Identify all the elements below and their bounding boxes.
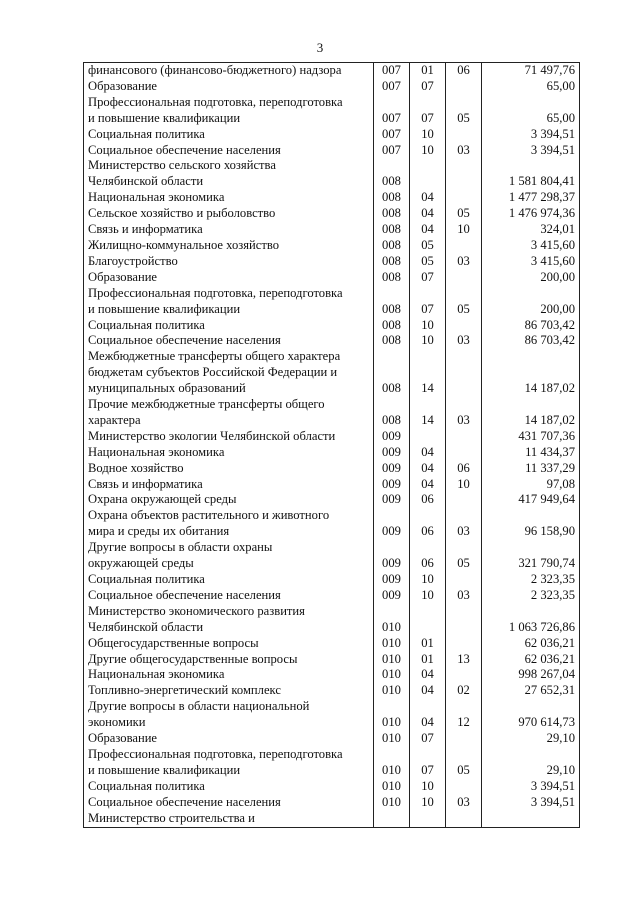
row-section-cell: 01	[410, 652, 446, 668]
row-subsection-cell: 10	[446, 477, 482, 493]
row-ved-cell: 009	[374, 556, 410, 572]
row-ved-cell: 010	[374, 779, 410, 795]
table-row	[84, 588, 580, 604]
row-ved-cell: 008	[374, 333, 410, 349]
row-section-cell	[410, 620, 446, 636]
row-subsection-cell: 12	[446, 715, 482, 731]
table-row	[84, 699, 580, 715]
row-ved-cell	[374, 699, 410, 715]
table-row	[84, 95, 580, 111]
row-ved-cell: 007	[374, 63, 410, 79]
row-sum-cell	[482, 365, 580, 381]
table-row	[84, 461, 580, 477]
table-row	[84, 63, 580, 79]
row-subsection-cell	[446, 620, 482, 636]
table-row	[84, 683, 580, 699]
row-subsection-cell: 05	[446, 556, 482, 572]
row-subsection-cell	[446, 572, 482, 588]
row-ved-cell	[374, 158, 410, 174]
row-ved-cell: 008	[374, 302, 410, 318]
row-sum-cell: 3 394,51	[482, 143, 580, 159]
row-name-cell: Топливно-энергетический комплекс	[84, 683, 374, 699]
table-row	[84, 333, 580, 349]
row-subsection-cell: 03	[446, 588, 482, 604]
row-name-cell: Межбюджетные трансферты общего характера	[84, 349, 374, 365]
row-name-cell: и повышение квалификации	[84, 302, 374, 318]
row-ved-cell: 008	[374, 174, 410, 190]
row-section-cell: 10	[410, 143, 446, 159]
row-sum-cell: 3 394,51	[482, 795, 580, 811]
row-ved-cell: 010	[374, 763, 410, 779]
table-row	[84, 270, 580, 286]
row-section-cell: 10	[410, 318, 446, 334]
row-name-cell: Министерство экономического развития	[84, 604, 374, 620]
row-sum-cell: 324,01	[482, 222, 580, 238]
row-sum-cell: 321 790,74	[482, 556, 580, 572]
table-row	[84, 143, 580, 159]
row-subsection-cell	[446, 318, 482, 334]
row-ved-cell: 008	[374, 413, 410, 429]
row-name-cell: характера	[84, 413, 374, 429]
row-name-cell: Социальное обеспечение населения	[84, 143, 374, 159]
row-section-cell	[410, 699, 446, 715]
row-name-cell: Социальная политика	[84, 127, 374, 143]
row-name-cell: Водное хозяйство	[84, 461, 374, 477]
row-sum-cell: 86 703,42	[482, 333, 580, 349]
row-section-cell: 04	[410, 667, 446, 683]
row-subsection-cell	[446, 699, 482, 715]
row-ved-cell: 010	[374, 731, 410, 747]
row-name-cell: Национальная экономика	[84, 445, 374, 461]
row-sum-cell: 1 477 298,37	[482, 190, 580, 206]
row-sum-cell: 65,00	[482, 111, 580, 127]
row-section-cell: 04	[410, 477, 446, 493]
table-row	[84, 349, 580, 365]
row-subsection-cell	[446, 381, 482, 397]
table-row	[84, 429, 580, 445]
table-row	[84, 652, 580, 668]
row-name-cell: экономики	[84, 715, 374, 731]
row-section-cell: 05	[410, 238, 446, 254]
row-section-cell: 04	[410, 222, 446, 238]
row-sum-cell: 29,10	[482, 731, 580, 747]
row-subsection-cell	[446, 349, 482, 365]
row-subsection-cell: 03	[446, 143, 482, 159]
table-row	[84, 492, 580, 508]
row-ved-cell: 009	[374, 445, 410, 461]
row-name-cell: Общегосударственные вопросы	[84, 636, 374, 652]
row-subsection-cell	[446, 397, 482, 413]
table-row	[84, 413, 580, 429]
row-name-cell: Другие общегосударственные вопросы	[84, 652, 374, 668]
row-subsection-cell	[446, 270, 482, 286]
row-name-cell: Образование	[84, 79, 374, 95]
row-name-cell: Социальная политика	[84, 572, 374, 588]
row-ved-cell: 010	[374, 683, 410, 699]
row-sum-cell: 3 394,51	[482, 779, 580, 795]
row-section-cell: 04	[410, 461, 446, 477]
row-sum-cell	[482, 158, 580, 174]
row-name-cell: Другие вопросы в области охраны	[84, 540, 374, 556]
row-section-cell: 07	[410, 79, 446, 95]
row-name-cell: Национальная экономика	[84, 667, 374, 683]
row-sum-cell: 3 415,60	[482, 254, 580, 270]
row-sum-cell: 62 036,21	[482, 636, 580, 652]
row-subsection-cell: 03	[446, 795, 482, 811]
row-ved-cell: 008	[374, 222, 410, 238]
row-section-cell: 07	[410, 270, 446, 286]
row-name-cell: Другие вопросы в области национальной	[84, 699, 374, 715]
row-subsection-cell	[446, 667, 482, 683]
row-name-cell: Челябинской области	[84, 174, 374, 190]
row-sum-cell: 1 063 726,86	[482, 620, 580, 636]
row-section-cell	[410, 349, 446, 365]
row-name-cell: Министерство экологии Челябинской области	[84, 429, 374, 445]
table-row	[84, 302, 580, 318]
row-sum-cell	[482, 540, 580, 556]
row-sum-cell: 2 323,35	[482, 572, 580, 588]
row-name-cell: Социальное обеспечение населения	[84, 588, 374, 604]
table-row	[84, 79, 580, 95]
row-sum-cell: 200,00	[482, 302, 580, 318]
table-row	[84, 731, 580, 747]
row-ved-cell: 010	[374, 795, 410, 811]
table-row	[84, 524, 580, 540]
row-sum-cell: 998 267,04	[482, 667, 580, 683]
row-sum-cell: 65,00	[482, 79, 580, 95]
row-sum-cell: 62 036,21	[482, 652, 580, 668]
row-ved-cell: 010	[374, 652, 410, 668]
row-ved-cell	[374, 508, 410, 524]
row-subsection-cell: 02	[446, 683, 482, 699]
row-sum-cell	[482, 811, 580, 827]
table-row	[84, 222, 580, 238]
row-ved-cell: 009	[374, 477, 410, 493]
row-name-cell: Социальная политика	[84, 779, 374, 795]
table-row	[84, 381, 580, 397]
row-subsection-cell	[446, 79, 482, 95]
row-sum-cell	[482, 397, 580, 413]
row-section-cell: 04	[410, 683, 446, 699]
row-section-cell: 10	[410, 795, 446, 811]
row-ved-cell	[374, 540, 410, 556]
table-row	[84, 604, 580, 620]
row-ved-cell: 007	[374, 79, 410, 95]
row-subsection-cell	[446, 811, 482, 827]
row-section-cell	[410, 174, 446, 190]
row-ved-cell	[374, 349, 410, 365]
table-row	[84, 318, 580, 334]
row-ved-cell: 010	[374, 715, 410, 731]
row-section-cell	[410, 811, 446, 827]
table-row	[84, 365, 580, 381]
row-sum-cell	[482, 508, 580, 524]
table-row	[84, 397, 580, 413]
row-sum-cell: 27 652,31	[482, 683, 580, 699]
row-sum-cell: 29,10	[482, 763, 580, 779]
row-name-cell: Жилищно-коммунальное хозяйство	[84, 238, 374, 254]
row-ved-cell	[374, 95, 410, 111]
row-name-cell: Министерство сельского хозяйства	[84, 158, 374, 174]
row-section-cell: 10	[410, 333, 446, 349]
row-name-cell: Социальное обеспечение населения	[84, 795, 374, 811]
row-subsection-cell	[446, 508, 482, 524]
row-section-cell: 14	[410, 413, 446, 429]
row-sum-cell: 96 158,90	[482, 524, 580, 540]
table-row	[84, 445, 580, 461]
row-name-cell: Профессиональная подготовка, переподготовка	[84, 286, 374, 302]
row-section-cell: 04	[410, 715, 446, 731]
row-section-cell: 06	[410, 492, 446, 508]
row-name-cell: Социальное обеспечение населения	[84, 333, 374, 349]
page-number: 3	[316, 40, 324, 55]
row-ved-cell: 008	[374, 254, 410, 270]
row-name-cell: бюджетам субъектов Российской Федерации и	[84, 365, 374, 381]
row-ved-cell: 008	[374, 381, 410, 397]
row-name-cell: и повышение квалификации	[84, 111, 374, 127]
row-subsection-cell	[446, 190, 482, 206]
row-subsection-cell	[446, 127, 482, 143]
row-sum-cell: 71 497,76	[482, 63, 580, 79]
row-ved-cell: 009	[374, 429, 410, 445]
row-name-cell: Связь и информатика	[84, 222, 374, 238]
row-sum-cell	[482, 286, 580, 302]
row-subsection-cell	[446, 747, 482, 763]
row-section-cell: 06	[410, 556, 446, 572]
row-section-cell	[410, 365, 446, 381]
row-sum-cell: 3 415,60	[482, 238, 580, 254]
table-row	[84, 795, 580, 811]
row-section-cell: 10	[410, 588, 446, 604]
row-ved-cell: 010	[374, 620, 410, 636]
row-section-cell: 04	[410, 206, 446, 222]
table-row	[84, 158, 580, 174]
row-section-cell: 04	[410, 445, 446, 461]
row-section-cell	[410, 286, 446, 302]
row-name-cell: мира и среды их обитания	[84, 524, 374, 540]
row-subsection-cell: 05	[446, 302, 482, 318]
row-ved-cell: 010	[374, 636, 410, 652]
row-ved-cell	[374, 286, 410, 302]
row-subsection-cell: 13	[446, 652, 482, 668]
row-name-cell: Связь и информатика	[84, 477, 374, 493]
row-name-cell: Профессиональная подготовка, переподготовка	[84, 747, 374, 763]
row-subsection-cell: 06	[446, 63, 482, 79]
row-section-cell	[410, 158, 446, 174]
row-section-cell: 01	[410, 636, 446, 652]
row-ved-cell: 008	[374, 318, 410, 334]
budget-table-body	[84, 63, 580, 828]
row-ved-cell	[374, 397, 410, 413]
row-sum-cell: 11 337,29	[482, 461, 580, 477]
row-subsection-cell: 03	[446, 333, 482, 349]
table-row	[84, 636, 580, 652]
row-subsection-cell	[446, 492, 482, 508]
table-row	[84, 572, 580, 588]
table-row	[84, 779, 580, 795]
row-sum-cell	[482, 699, 580, 715]
row-section-cell	[410, 429, 446, 445]
row-subsection-cell	[446, 365, 482, 381]
table-row	[84, 127, 580, 143]
row-ved-cell: 009	[374, 492, 410, 508]
row-subsection-cell: 06	[446, 461, 482, 477]
row-sum-cell: 86 703,42	[482, 318, 580, 334]
row-section-cell	[410, 747, 446, 763]
budget-table	[83, 62, 580, 828]
row-ved-cell	[374, 604, 410, 620]
row-section-cell: 07	[410, 731, 446, 747]
row-sum-cell: 1 581 804,41	[482, 174, 580, 190]
table-row	[84, 763, 580, 779]
row-sum-cell: 14 187,02	[482, 381, 580, 397]
row-ved-cell: 008	[374, 238, 410, 254]
row-name-cell: Челябинской области	[84, 620, 374, 636]
table-row	[84, 715, 580, 731]
row-ved-cell: 007	[374, 143, 410, 159]
row-name-cell: финансового (финансово-бюджетного) надзора	[84, 63, 374, 79]
row-subsection-cell: 03	[446, 524, 482, 540]
table-row	[84, 540, 580, 556]
table-row	[84, 254, 580, 270]
row-ved-cell: 008	[374, 270, 410, 286]
row-sum-cell: 97,08	[482, 477, 580, 493]
row-section-cell: 07	[410, 302, 446, 318]
row-sum-cell	[482, 747, 580, 763]
row-ved-cell: 010	[374, 667, 410, 683]
row-section-cell: 05	[410, 254, 446, 270]
row-name-cell: Прочие межбюджетные трансферты общего	[84, 397, 374, 413]
row-subsection-cell: 03	[446, 254, 482, 270]
row-subsection-cell: 05	[446, 111, 482, 127]
row-subsection-cell	[446, 429, 482, 445]
table-row	[84, 206, 580, 222]
row-sum-cell: 200,00	[482, 270, 580, 286]
table-row	[84, 174, 580, 190]
row-subsection-cell: 10	[446, 222, 482, 238]
row-subsection-cell	[446, 540, 482, 556]
row-ved-cell: 009	[374, 461, 410, 477]
row-section-cell: 14	[410, 381, 446, 397]
row-section-cell: 10	[410, 572, 446, 588]
row-name-cell: Национальная экономика	[84, 190, 374, 206]
row-sum-cell: 431 707,36	[482, 429, 580, 445]
row-sum-cell: 417 949,64	[482, 492, 580, 508]
row-subsection-cell: 05	[446, 763, 482, 779]
row-subsection-cell	[446, 604, 482, 620]
row-ved-cell	[374, 365, 410, 381]
row-ved-cell	[374, 747, 410, 763]
row-name-cell: муниципальных образований	[84, 381, 374, 397]
table-row	[84, 190, 580, 206]
row-section-cell: 07	[410, 111, 446, 127]
row-name-cell: окружающей среды	[84, 556, 374, 572]
row-subsection-cell	[446, 95, 482, 111]
row-name-cell: Охрана окружающей среды	[84, 492, 374, 508]
row-ved-cell: 009	[374, 588, 410, 604]
row-ved-cell: 008	[374, 206, 410, 222]
row-name-cell: Министерство строительства и	[84, 811, 374, 827]
table-row	[84, 620, 580, 636]
row-section-cell	[410, 540, 446, 556]
row-sum-cell: 11 434,37	[482, 445, 580, 461]
row-subsection-cell: 03	[446, 413, 482, 429]
row-ved-cell: 008	[374, 190, 410, 206]
row-section-cell	[410, 508, 446, 524]
row-sum-cell: 3 394,51	[482, 127, 580, 143]
table-row	[84, 667, 580, 683]
row-section-cell: 04	[410, 190, 446, 206]
row-subsection-cell	[446, 445, 482, 461]
row-ved-cell: 009	[374, 524, 410, 540]
row-section-cell: 10	[410, 779, 446, 795]
row-sum-cell: 970 614,73	[482, 715, 580, 731]
row-section-cell	[410, 95, 446, 111]
table-row	[84, 811, 580, 827]
row-name-cell: Образование	[84, 731, 374, 747]
row-subsection-cell	[446, 174, 482, 190]
row-subsection-cell	[446, 286, 482, 302]
row-name-cell: и повышение квалификации	[84, 763, 374, 779]
table-row	[84, 747, 580, 763]
row-name-cell: Охрана объектов растительного и животного	[84, 508, 374, 524]
row-name-cell: Образование	[84, 270, 374, 286]
row-section-cell: 01	[410, 63, 446, 79]
row-subsection-cell	[446, 731, 482, 747]
row-section-cell: 10	[410, 127, 446, 143]
table-row	[84, 556, 580, 572]
table-row	[84, 286, 580, 302]
row-sum-cell	[482, 95, 580, 111]
row-subsection-cell	[446, 158, 482, 174]
table-row	[84, 111, 580, 127]
row-sum-cell: 1 476 974,36	[482, 206, 580, 222]
table-row	[84, 508, 580, 524]
row-ved-cell: 007	[374, 127, 410, 143]
row-section-cell	[410, 397, 446, 413]
row-sum-cell	[482, 604, 580, 620]
row-subsection-cell	[446, 636, 482, 652]
row-name-cell: Благоустройство	[84, 254, 374, 270]
row-name-cell: Социальная политика	[84, 318, 374, 334]
row-ved-cell	[374, 811, 410, 827]
row-name-cell: Профессиональная подготовка, переподготовка	[84, 95, 374, 111]
row-subsection-cell: 05	[446, 206, 482, 222]
row-sum-cell: 14 187,02	[482, 413, 580, 429]
table-row	[84, 238, 580, 254]
row-section-cell: 07	[410, 763, 446, 779]
row-sum-cell: 2 323,35	[482, 588, 580, 604]
row-section-cell	[410, 604, 446, 620]
row-subsection-cell	[446, 779, 482, 795]
row-ved-cell: 009	[374, 572, 410, 588]
row-ved-cell: 007	[374, 111, 410, 127]
row-subsection-cell	[446, 238, 482, 254]
row-section-cell: 06	[410, 524, 446, 540]
table-row	[84, 477, 580, 493]
row-name-cell: Сельское хозяйство и рыболовство	[84, 206, 374, 222]
row-sum-cell	[482, 349, 580, 365]
